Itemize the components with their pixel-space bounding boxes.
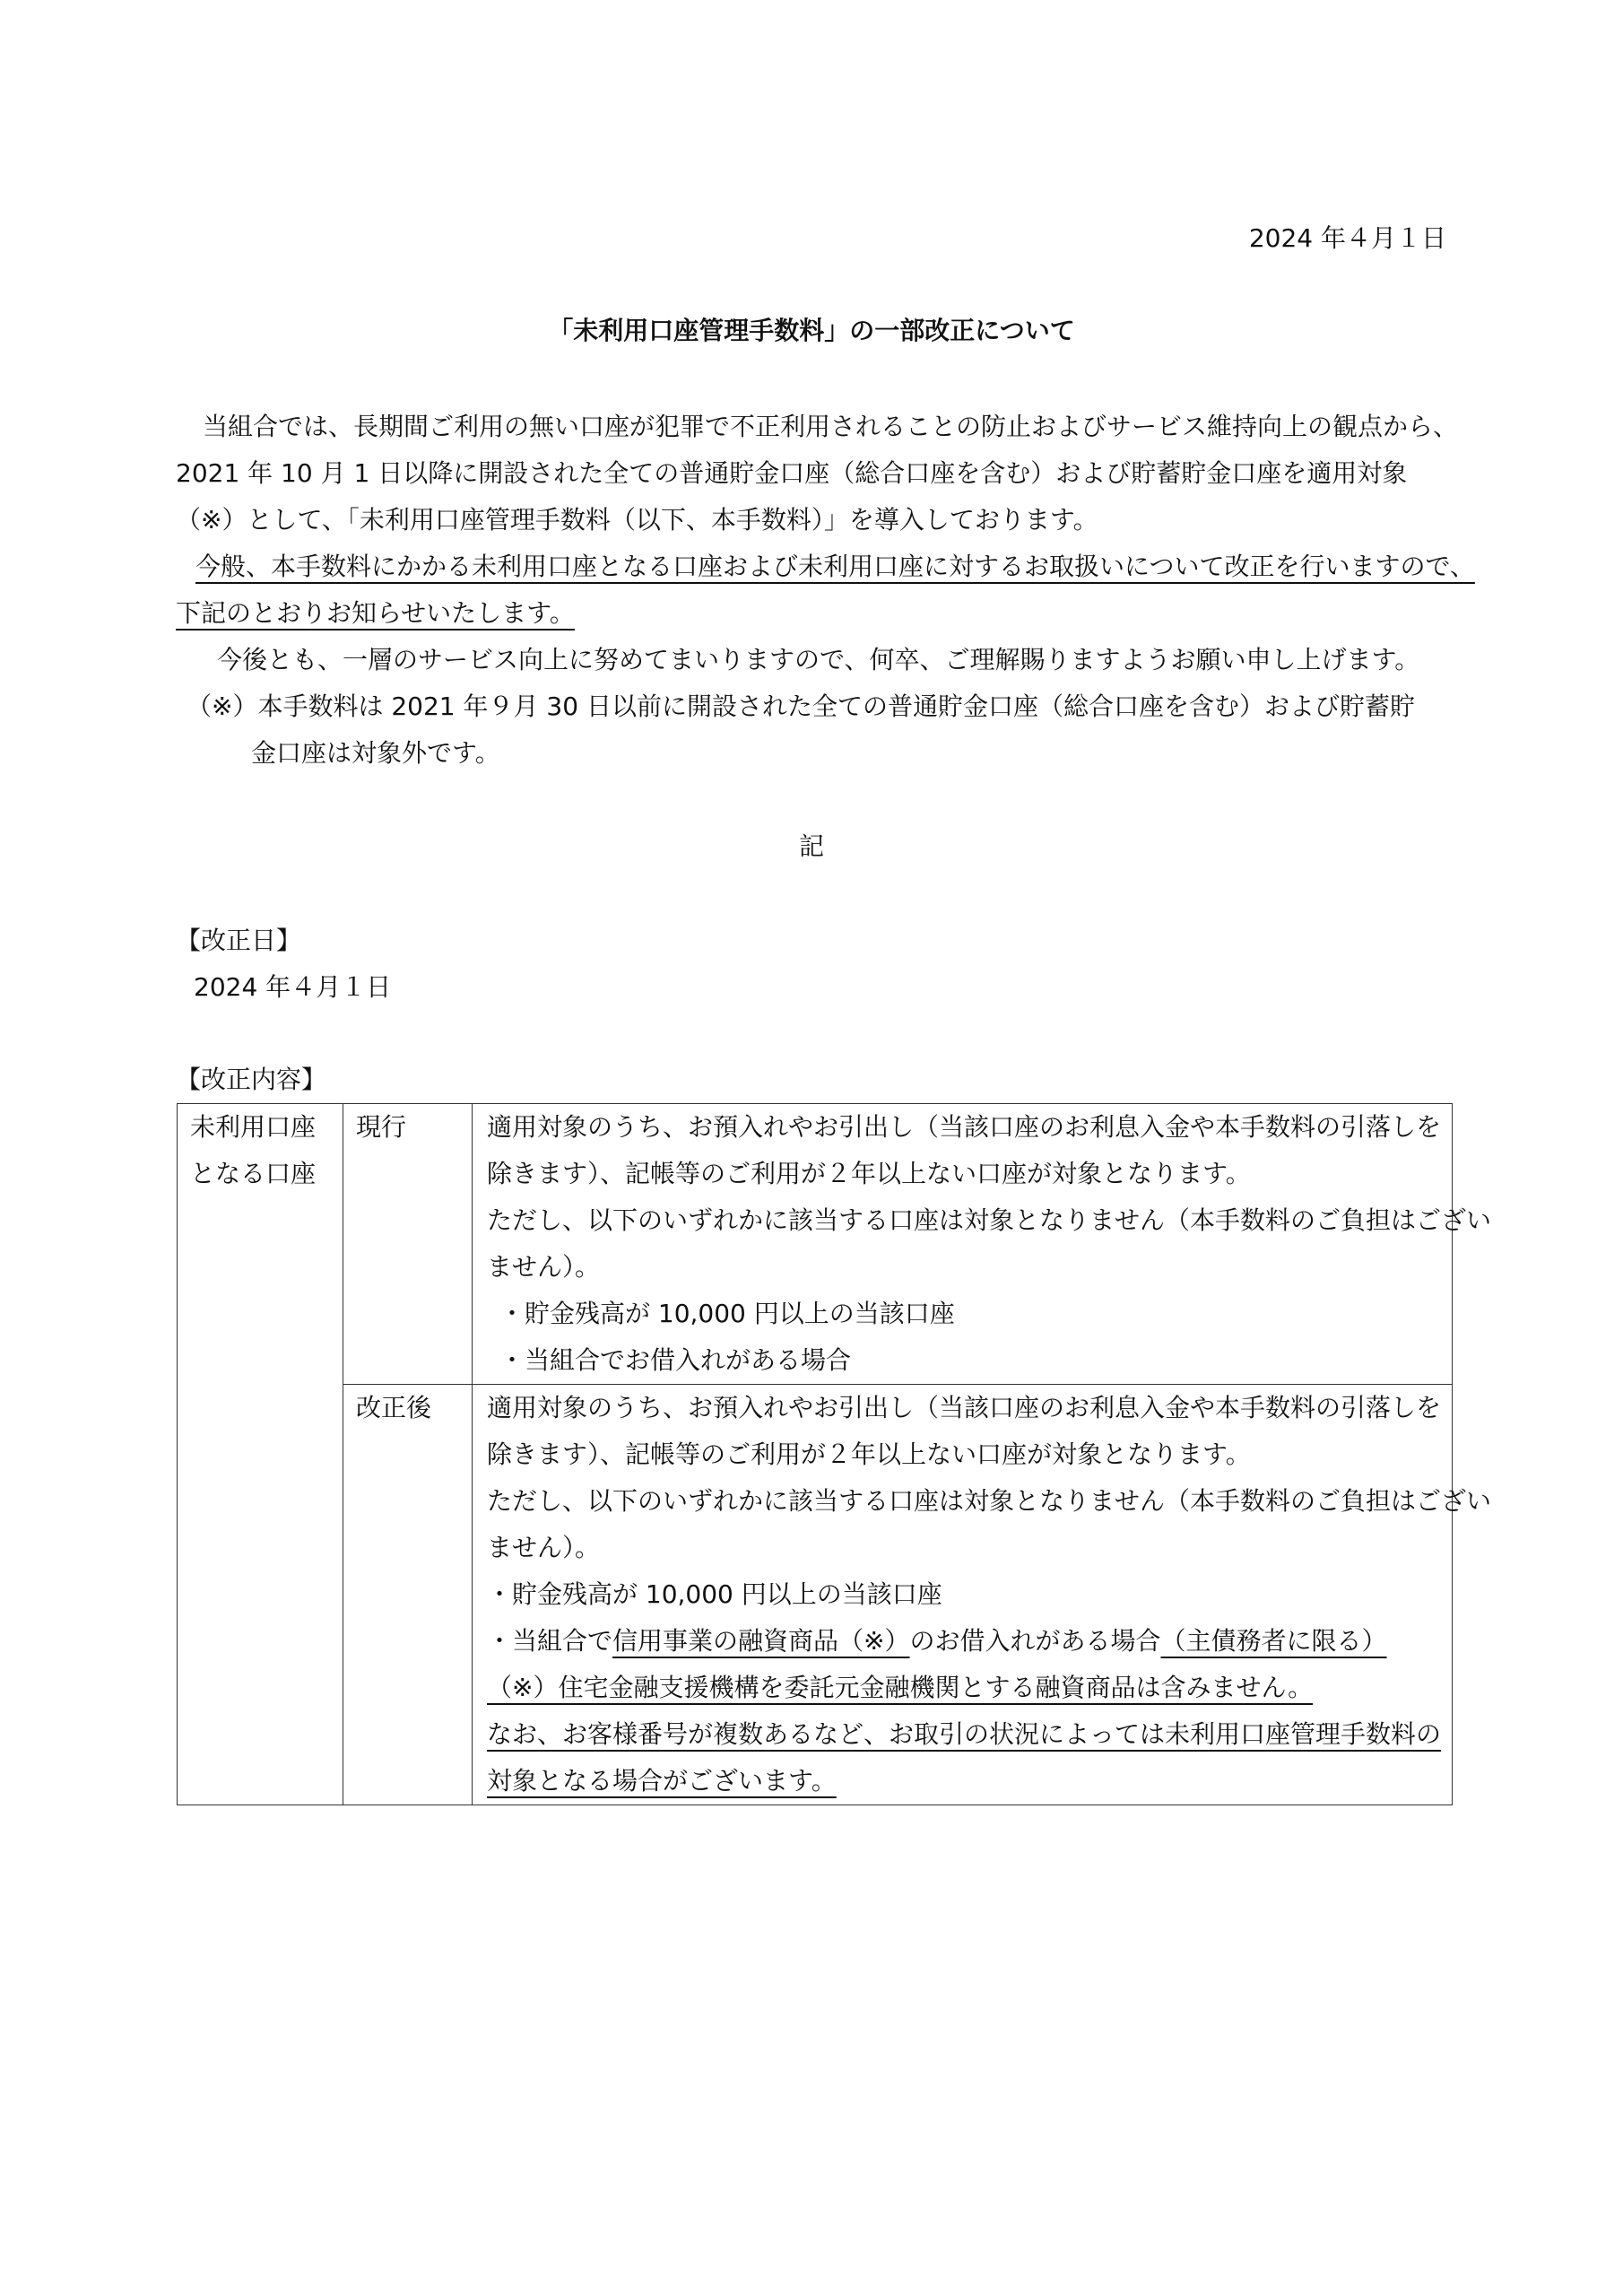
underlined-text: 今般、本手数料にかかる未利用口座となる口座および未利用口座に対するお取扱いについて改正を行いますので、 <box>195 552 1475 581</box>
revised-line: ません）。 <box>487 1533 601 1562</box>
row-label-line: となる口座 <box>190 1159 317 1188</box>
current-line: ・当組合でお借入れがある場合 <box>499 1345 852 1375</box>
current-line: 適用対象のうち、お預入れやお引出し（当該口座のお利息入金や本手数料の引落しを <box>487 1112 1442 1142</box>
note-line: 金口座は対象外です。 <box>251 738 500 768</box>
revised-line <box>487 1665 1452 1711</box>
current-line: ません）。 <box>487 1252 601 1282</box>
revised-text: ・当組合で <box>487 1626 613 1656</box>
underlined-text: （主債務者に限る） <box>1160 1626 1387 1656</box>
row-label-cell <box>178 1104 343 1805</box>
revised-line: ただし、以下のいずれかに該当する口座は対象となりません（本手数料のご負担はござい <box>487 1486 1492 1516</box>
notice-paragraph-line <box>176 598 575 628</box>
current-line: 除きます）、記帳等のご利用が２年以上ない口座が対象となります。 <box>487 1159 1251 1188</box>
intro-paragraph-line: 当組合では、長期間ご利用の無い口座が犯罪で不正利用されることの防止およびサービス維持向上の観点から、 <box>203 412 1459 441</box>
revised-line: 適用対象のうち、お預入れやお引出し（当該口座のお利息入金や本手数料の引落しを <box>487 1393 1442 1422</box>
document-title: 「未利用口座管理手数料」の一部改正について <box>548 316 1075 345</box>
revision-date-value: 2024 年４月１日 <box>194 972 392 1002</box>
current-label-cell <box>343 1104 473 1385</box>
current-content-cell <box>473 1104 1492 1385</box>
underlined-text: （※）住宅金融支援機構を委託元金融機関とする融資商品は含みません。 <box>487 1673 1314 1702</box>
underlined-text: 下記のとおりお知らせいたします。 <box>176 598 575 628</box>
revision-date-heading: 【改正日】 <box>176 926 302 955</box>
intro-paragraph-line: （※）として、「未利用口座管理手数料（以下、本手数料）」を導入しております。 <box>176 505 1098 535</box>
note-line: （※）本手数料は 2021 年９月 30 日以前に開設された全ての普通貯金口座（総合口座を含む）および貯蓄貯 <box>187 691 1415 721</box>
current-label: 現行 <box>356 1112 407 1142</box>
revised-line <box>487 1711 1452 1758</box>
revision-table <box>177 1103 1492 1805</box>
revised-label-cell <box>343 1385 473 1805</box>
document-date: 2024 年４月１日 <box>1248 223 1446 253</box>
intro-paragraph-line: 2021 年 10 月 1 日以降に開設された全ての普通貯金口座（総合口座を含む）および貯蓄貯金口座を適用対象 <box>176 458 1408 488</box>
table-row <box>178 1104 1453 1385</box>
revised-line <box>487 1758 1452 1805</box>
underlined-text: 対象となる場合がございます。 <box>487 1766 837 1796</box>
revised-label: 改正後 <box>356 1393 432 1422</box>
revised-line <box>487 1618 1452 1665</box>
row-label-line: 未利用口座 <box>190 1112 317 1142</box>
table-row <box>178 1385 1453 1805</box>
ki-heading: 記 <box>798 831 824 861</box>
current-line: ただし、以下のいずれかに該当する口座は対象となりません（本手数料のご負担はござい <box>487 1205 1492 1235</box>
revised-text: のお借入れがある場合 <box>909 1626 1161 1656</box>
revised-line: ・貯金残高が 10,000 円以上の当該口座 <box>487 1579 942 1609</box>
revision-content-heading: 【改正内容】 <box>176 1065 327 1094</box>
underlined-text: なお、お客様番号が複数あるなど、お取引の状況によっては未利用口座管理手数料の <box>487 1719 1442 1749</box>
closing-paragraph: 今後とも、一層のサービス向上に努めてまいりますので、何卒、ご理解賜りますようお願い申し上げます。 <box>217 645 1420 674</box>
underlined-text: 信用事業の融資商品（※） <box>612 1626 910 1656</box>
revised-content-cell <box>473 1385 1492 1805</box>
revised-line: 除きます）、記帳等のご利用が２年以上ない口座が対象となります。 <box>487 1439 1251 1469</box>
current-line: ・貯金残高が 10,000 円以上の当該口座 <box>499 1299 955 1328</box>
notice-paragraph-line <box>176 554 1475 579</box>
